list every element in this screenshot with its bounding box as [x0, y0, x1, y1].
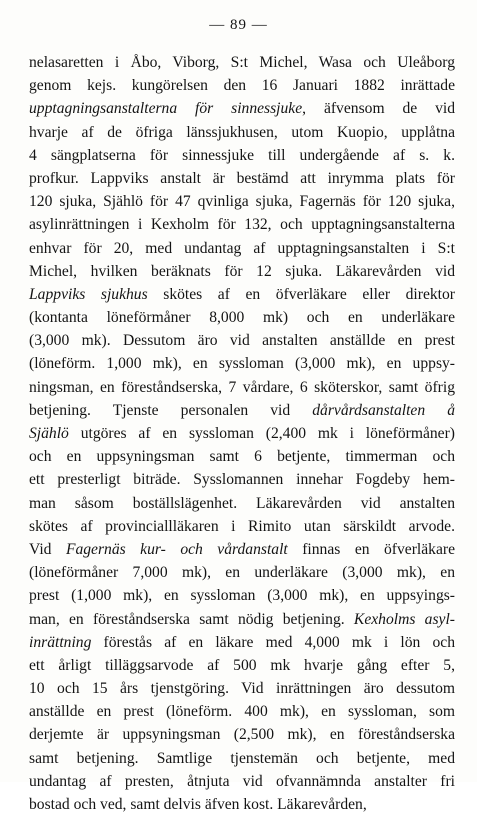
text-line: [29, 97, 455, 120]
text-line: [29, 631, 455, 654]
text-line: [29, 445, 455, 468]
text-line: [29, 677, 455, 700]
text-line: [29, 121, 455, 144]
text-line: [29, 700, 455, 723]
text-segment: undantag af presten, åtnjuta vid ofvannämnda anstalter fri: [29, 772, 455, 790]
italic-text-segment: upptagningsanstalterna för sinnessjuke: [29, 100, 303, 118]
text-line: [29, 468, 455, 491]
text-segment: 4 sängplatserna för sinnessjuke till undergående af s. k.: [29, 146, 455, 164]
text-line: [29, 260, 455, 283]
text-segment: profkur. Lappviks anstalt är bestämd att inrymma plats för: [29, 169, 455, 187]
text-segment: ningsman, en föreståndserska, 7 vårdare, 6 sköterskor, samt öfrig: [29, 378, 455, 396]
italic-text-segment: Fagernäs kur- och vårdanstalt: [65, 540, 288, 558]
text-line: [29, 213, 455, 236]
text-segment: (kontanta löneförmåner 8,000 mk) och en underläkare: [29, 309, 455, 327]
text-segment: genom kejs. kungörelsen den 16 Januari 1882 inrättade: [29, 77, 455, 95]
text-line: [29, 399, 455, 422]
text-segment: ett årligt tilläggsarvode af 500 mk hvarje gång efter 5,: [29, 656, 455, 674]
italic-text-segment: dårvårdsanstalten å: [312, 401, 455, 419]
text-segment: asylinrättningen i Kexholm för 132, och upptagningsanstalterna: [29, 216, 455, 234]
text-line: [29, 422, 455, 445]
text-line: [29, 144, 455, 167]
text-line: [29, 723, 455, 746]
text-line: [29, 237, 455, 260]
text-line: [29, 352, 455, 375]
text-segment: Michel, hvilken beräknats för 12 sjuka. Läkarevården vid: [29, 262, 455, 280]
text-line: [29, 770, 455, 793]
text-segment: enhvar för 20, med undantag af upptagningsanstalten i S:t: [29, 239, 455, 257]
text-segment: och en uppsyningsman samt 6 betjente, timmerman och: [29, 448, 455, 466]
text-segment: betjening. Tjenste personalen vid: [29, 401, 313, 419]
text-segment: samt betjening. Samtlige tjenstemän och betjente, med: [29, 749, 455, 767]
text-segment: (3,000 mk). Dessutom äro vid anstalten anställde en prest: [29, 332, 455, 350]
text-segment: bostad och ved, samt delvis äfven kost. Läkarevården,: [29, 796, 367, 813]
text-segment: man såsom boställslägenhet. Läkarevården vid anstalten: [29, 494, 455, 512]
italic-text-segment: Kexholms asyl-: [353, 610, 455, 628]
text-segment: skötes af en öfverläkare eller direktor: [147, 285, 455, 303]
italic-text-segment: Lappviks sjukhus: [29, 285, 148, 303]
text-segment: man, en föreståndserska samt nödig betjening.: [29, 610, 354, 628]
italic-text-segment: inrättning: [29, 633, 92, 651]
text-segment: anställde en prest (löneförm. 400 mk), en syssloman, som: [29, 703, 455, 721]
text-line: [29, 167, 455, 190]
text-line: [29, 74, 455, 97]
text-segment: hvarje af de öfriga länssjukhusen, utom Kuopio, upplåtna: [29, 123, 455, 141]
text-segment: prest (1,000 mk), en syssloman (3,000 mk), en uppsyings-: [29, 587, 455, 605]
text-segment: finnas en öfverläkare: [287, 540, 455, 558]
body-text: [29, 51, 455, 816]
text-line: [29, 283, 455, 306]
text-line: [29, 515, 455, 538]
text-segment: skötes af provinciallläkaren i Rimito utan särskildt arvode.: [29, 517, 455, 535]
text-segment: utgöres af en syssloman (2,400 mk i löneförmåner): [68, 425, 455, 442]
text-line: [29, 51, 455, 74]
italic-text-segment: Sjählö: [29, 425, 69, 442]
text-line: [29, 492, 455, 515]
text-segment: ett presterligt biträde. Sysslomannen innehar Fogdeby hem-: [29, 471, 455, 489]
text-line: [29, 561, 455, 584]
text-line: [29, 654, 455, 677]
page-number: — 89 —: [209, 17, 268, 33]
text-segment: , äfvensom de vid: [302, 100, 455, 118]
text-line: [29, 306, 455, 329]
text-line: [29, 329, 455, 352]
text-segment: 120 sjuka, Sjählö för 47 qvinliga sjuka, Fagernäs för 120 sjuka,: [29, 193, 455, 211]
text-line: [29, 538, 455, 561]
text-line: [29, 747, 455, 770]
text-segment: nelasaretten i Åbo, Viborg, S:t Michel, Wasa och Uleåborg: [29, 54, 455, 71]
text-segment: Vid: [29, 540, 66, 558]
text-line: [29, 793, 455, 816]
text-line: [29, 584, 455, 607]
text-segment: derjemte är uppsyningsman (2,500 mk), en föreståndserska: [29, 726, 455, 744]
text-segment: (löneförmåner 7,000 mk), en underläkare (3,000 mk), en: [29, 564, 455, 582]
text-line: [29, 376, 455, 399]
text-line: [29, 608, 455, 631]
text-segment: förestås af en läkare med 4,000 mk i lön och: [91, 633, 455, 651]
text-segment: (löneförm. 1,000 mk), en syssloman (3,000 mk), en uppsy-: [29, 355, 455, 373]
text-line: [29, 190, 455, 213]
text-segment: 10 och 15 års tjenstgöring. Vid inrättningen äro dessutom: [29, 680, 455, 698]
